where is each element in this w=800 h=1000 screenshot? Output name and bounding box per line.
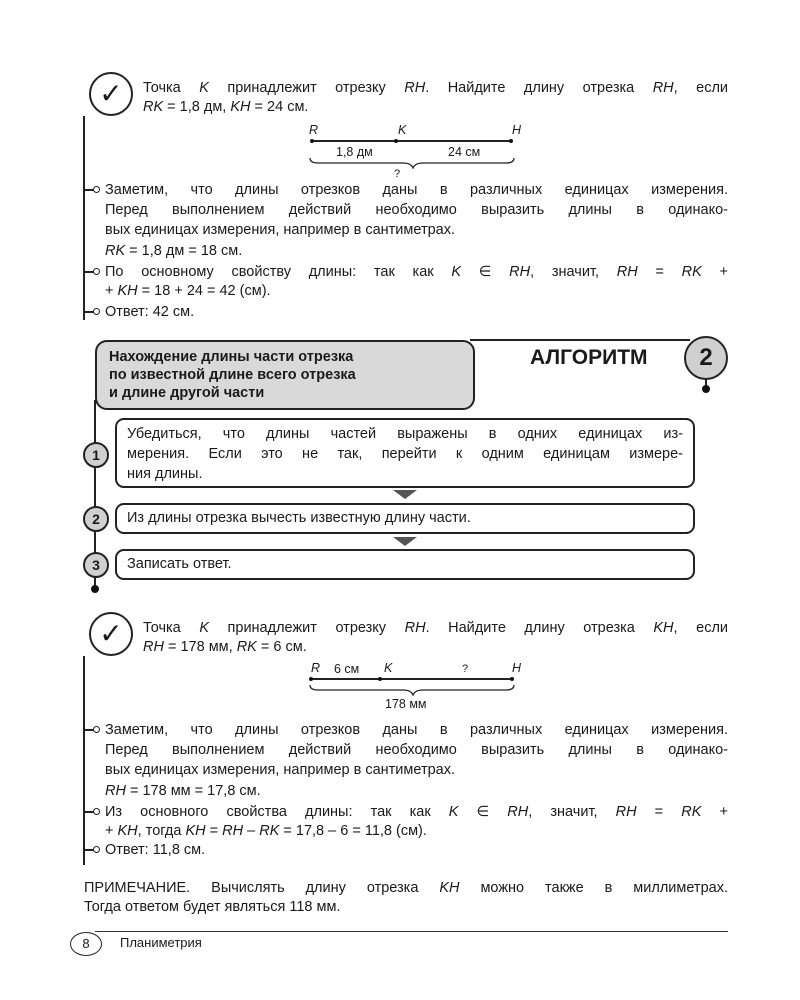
total-length-label: 178 мм	[385, 697, 427, 711]
step-text: Убедиться, что длины частей выражены в одних единицах из-	[127, 426, 683, 442]
answer-text: Ответ: 11,8 см.	[105, 842, 206, 858]
solution-text: Из основного свойства длины: так как K ∈ RH, значит, RH = RK +	[105, 804, 728, 820]
solution-text: + KH, тогда KH = RH – RK = 17,8 – 6 = 11,8 (см).	[105, 823, 427, 839]
segment-length-label: 24 см	[448, 145, 481, 159]
note-text: Тогда ответом будет являться 118 мм.	[84, 899, 341, 915]
point-label: K	[384, 661, 393, 675]
step-text: ния длины.	[127, 466, 203, 482]
step-number-badge: 3	[83, 552, 109, 578]
section-name: Планиметрия	[120, 935, 202, 950]
conversion-text: RH = 178 мм = 17,8 см.	[105, 783, 261, 799]
algorithm-title-line: Нахождение длины части отрезка	[109, 349, 354, 365]
algorithm-label: АЛГОРИТМ	[530, 346, 648, 369]
solution-text: По основному свойству длины: так как K ∈ RH, значит, RH = RK +	[105, 264, 728, 280]
segment-length-label: 6 см	[334, 662, 360, 676]
segment-length-label: 1,8 дм	[336, 145, 373, 159]
brace-icon	[308, 157, 518, 169]
conversion-text: RK = 1,8 дм = 18 см.	[105, 243, 243, 259]
solution-text: + KH = 18 + 24 = 42 (см).	[105, 283, 271, 299]
step-text: Записать ответ.	[127, 556, 232, 572]
arrow-down-icon	[393, 490, 417, 499]
algorithm-number-badge: 2	[684, 336, 728, 380]
solution-text: вых единицах измерения, например в сантиметрах.	[105, 762, 455, 778]
algorithm-step-2	[115, 503, 695, 534]
answer-text: Ответ: 42 см.	[105, 304, 195, 320]
step-text: мерения. Если это не так, перейти к одним единицам измере-	[127, 446, 683, 462]
note-text: ПРИМЕЧАНИЕ. Вычислять длину отрезка KH можно также в миллиметрах.	[84, 880, 728, 896]
algorithm-step-1	[115, 418, 695, 488]
algorithm-title-line: по известной длине всего отрезка	[109, 367, 356, 383]
solution-text: Заметим, что длины отрезков даны в различных единицах измерения.	[105, 182, 728, 198]
segment-length-label: ?	[462, 663, 469, 675]
problem2-statement-line: Точка K принадлежит отрезку RH. Найдите длину отрезка KH, если	[143, 620, 729, 636]
algorithm-title-line: и длине другой части	[109, 385, 265, 401]
point-label: R	[311, 661, 321, 675]
solution-text: Перед выполнением действий необходимо выразить длины в одинако-	[105, 742, 728, 758]
point-label: H	[512, 661, 522, 675]
point-label: R	[309, 123, 319, 137]
point-label: K	[398, 123, 407, 137]
checkmark-icon: ✓	[89, 72, 133, 116]
problem1-statement-line: RK = 1,8 дм, KH = 24 см.	[143, 99, 309, 115]
algorithm-step-3	[115, 549, 695, 580]
algorithm-title-box	[95, 340, 475, 410]
page-number: 8	[70, 932, 102, 956]
total-length-label: ?	[394, 168, 401, 180]
step-number-badge: 2	[83, 506, 109, 532]
problem1-statement-line: Точка K принадлежит отрезку RH. Найдите длину отрезка RH, если	[143, 80, 729, 96]
solution-text: Перед выполнением действий необходимо выразить длины в одинако-	[105, 202, 728, 218]
point-label: H	[512, 123, 522, 137]
brace-icon	[308, 684, 518, 696]
step-text: Из длины отрезка вычесть известную длину части.	[127, 510, 471, 526]
checkmark-icon: ✓	[89, 612, 133, 656]
step-number-badge: 1	[83, 442, 109, 468]
arrow-down-icon	[393, 537, 417, 546]
problem2-statement-line: RH = 178 мм, RK = 6 см.	[143, 639, 307, 655]
solution-text: вых единицах измерения, например в сантиметрах.	[105, 222, 455, 238]
solution-text: Заметим, что длины отрезков даны в различных единицах измерения.	[105, 722, 728, 738]
